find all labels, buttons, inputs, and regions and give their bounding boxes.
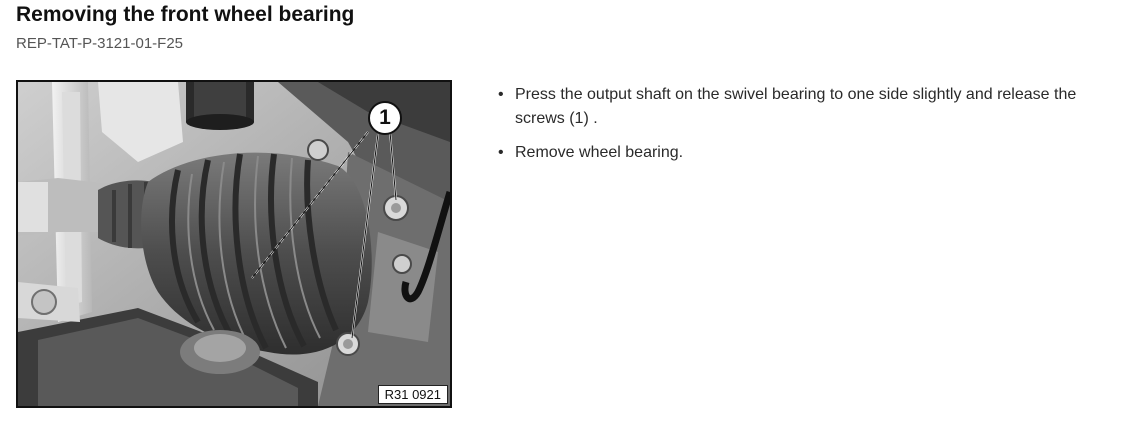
- repair-figure: [16, 80, 452, 408]
- bullet-icon: •: [498, 86, 504, 103]
- bullet-icon: •: [498, 144, 504, 161]
- instruction-step-text: Press the output shaft on the swivel bearing to one side slightly and release the screws (1) .: [515, 86, 1077, 127]
- document-code: REP-TAT-P-3121-01-F25: [16, 35, 183, 52]
- page-title: Removing the front wheel bearing: [16, 3, 355, 26]
- instruction-step: [493, 141, 1123, 165]
- callout-marker-1: 1: [368, 101, 402, 135]
- instruction-list: [493, 83, 1123, 175]
- figure-id-label: R31 0921: [378, 385, 448, 404]
- instruction-step: [493, 83, 1123, 131]
- instruction-step-text: Remove wheel bearing.: [515, 144, 684, 161]
